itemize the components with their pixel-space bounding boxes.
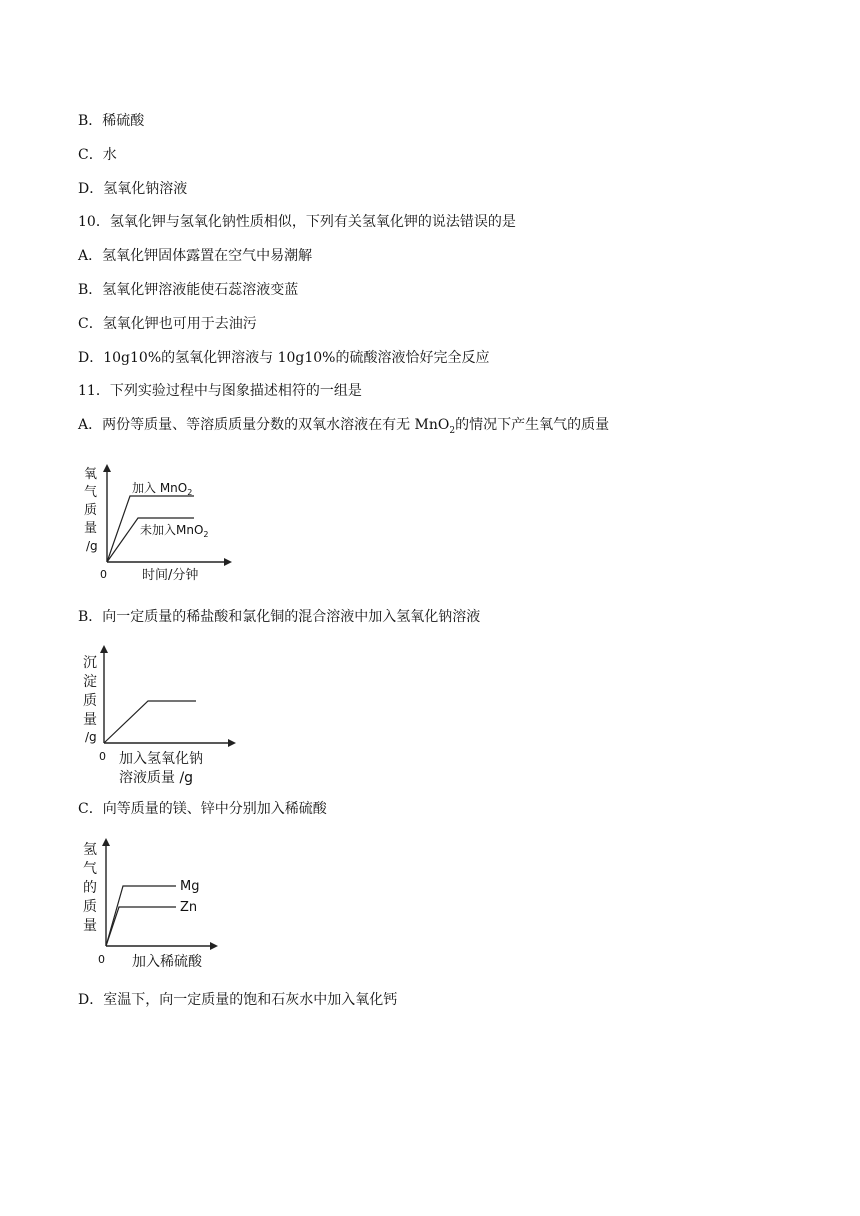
figure-c-x-arrow <box>210 942 218 950</box>
figure-a-y-char: 质 <box>84 503 98 518</box>
figure-b-x-label-2: 溶液质量 /g <box>119 770 194 786</box>
figure-c-y-arrow <box>102 838 110 846</box>
option-9b: B．稀硫酸 <box>78 113 145 129</box>
figure-c-y-char: 量 <box>83 918 97 934</box>
option-11b: B．向一定质量的稀盐酸和氯化铜的混合溶液中加入氢氧化钠溶液 <box>78 609 481 625</box>
option-10a: A．氢氧化钾固体露置在空气中易潮解 <box>78 248 313 264</box>
figure-b <box>82 641 236 791</box>
question-11: 11．下列实验过程中与图象描述相符的一组是 <box>78 383 362 399</box>
figure-c-y-char: 气 <box>83 861 97 877</box>
figure-c <box>82 834 218 974</box>
figure-a-y-char: 量 <box>84 521 98 536</box>
option-9d: D．氢氧化钠溶液 <box>78 181 188 197</box>
figure-c-curve-zn <box>106 907 176 946</box>
option-10b: B．氢氧化钾溶液能使石蕊溶液变蓝 <box>78 282 299 298</box>
figure-c-y-char: 的 <box>83 880 97 896</box>
figure-b-origin: 0 <box>99 750 106 763</box>
option-11a-text-end: 的情况下产生氧气的质量 <box>455 417 610 433</box>
figure-a-x-arrow <box>224 558 232 566</box>
option-11a <box>78 415 609 441</box>
option-11d: D．室温下，向一定质量的饱和石灰水中加入氧化钙 <box>78 992 398 1008</box>
figure-a-y-arrow <box>103 464 111 472</box>
figure-a <box>82 458 232 584</box>
figure-b-y-unit: /g <box>85 730 97 744</box>
figure-b-graph <box>82 641 236 791</box>
figure-b-x-label-1: 加入氢氧化钠 <box>119 751 203 767</box>
figure-b-y-char: 淀 <box>83 674 97 690</box>
figure-c-series-mg: Mg <box>180 879 200 894</box>
figure-a-curve1-subscript: 2 <box>187 488 193 497</box>
option-10d: D．10g10%的氢氧化钾溶液与 10g10%的硫酸溶液恰好完全反应 <box>78 350 490 366</box>
figure-a-y-char: 气 <box>84 485 98 500</box>
figure-c-series-zn: Zn <box>180 900 198 915</box>
figure-b-y-char: 量 <box>83 712 97 728</box>
figure-c-graph <box>82 834 218 974</box>
figure-a-curve1-label <box>132 480 192 497</box>
figure-a-curve2-subscript: 2 <box>203 530 209 539</box>
figure-a-curve2-label <box>140 522 209 539</box>
figure-a-y-char: 氧 <box>84 467 98 482</box>
option-11a-subscript: 2 <box>449 425 456 436</box>
figure-b-y-char: 沉 <box>83 655 97 671</box>
figure-c-origin: 0 <box>98 953 105 966</box>
option-11a-text: A．两份等质量、等溶质质量分数的双氧水溶液在有无 MnO <box>78 417 450 433</box>
option-9c: C．水 <box>78 147 117 163</box>
figure-a-origin: 0 <box>100 568 107 581</box>
question-10: 10．氢氧化钾与氢氧化钠性质相似，下列有关氢氧化钾的说法错误的是 <box>78 214 516 230</box>
figure-a-curve1-text: 加入 MnO <box>132 481 188 495</box>
figure-a-curve2-text: 未加入MnO <box>140 523 204 537</box>
figure-b-x-arrow <box>228 739 236 747</box>
figure-a-y-unit: /g <box>86 539 98 553</box>
figure-a-x-label: 时间/分钟 <box>142 568 199 583</box>
option-10c: C．氢氧化钾也可用于去油污 <box>78 316 257 332</box>
option-11c: C．向等质量的镁、锌中分别加入稀硫酸 <box>78 801 327 817</box>
figure-a-graph <box>82 458 232 584</box>
figure-b-y-arrow <box>100 645 108 653</box>
figure-b-y-char: 质 <box>83 693 97 709</box>
figure-c-y-char: 质 <box>83 899 97 915</box>
figure-c-y-char: 氢 <box>83 842 97 858</box>
figure-c-x-label: 加入稀硫酸 <box>132 954 202 970</box>
figure-b-curve <box>104 701 196 743</box>
